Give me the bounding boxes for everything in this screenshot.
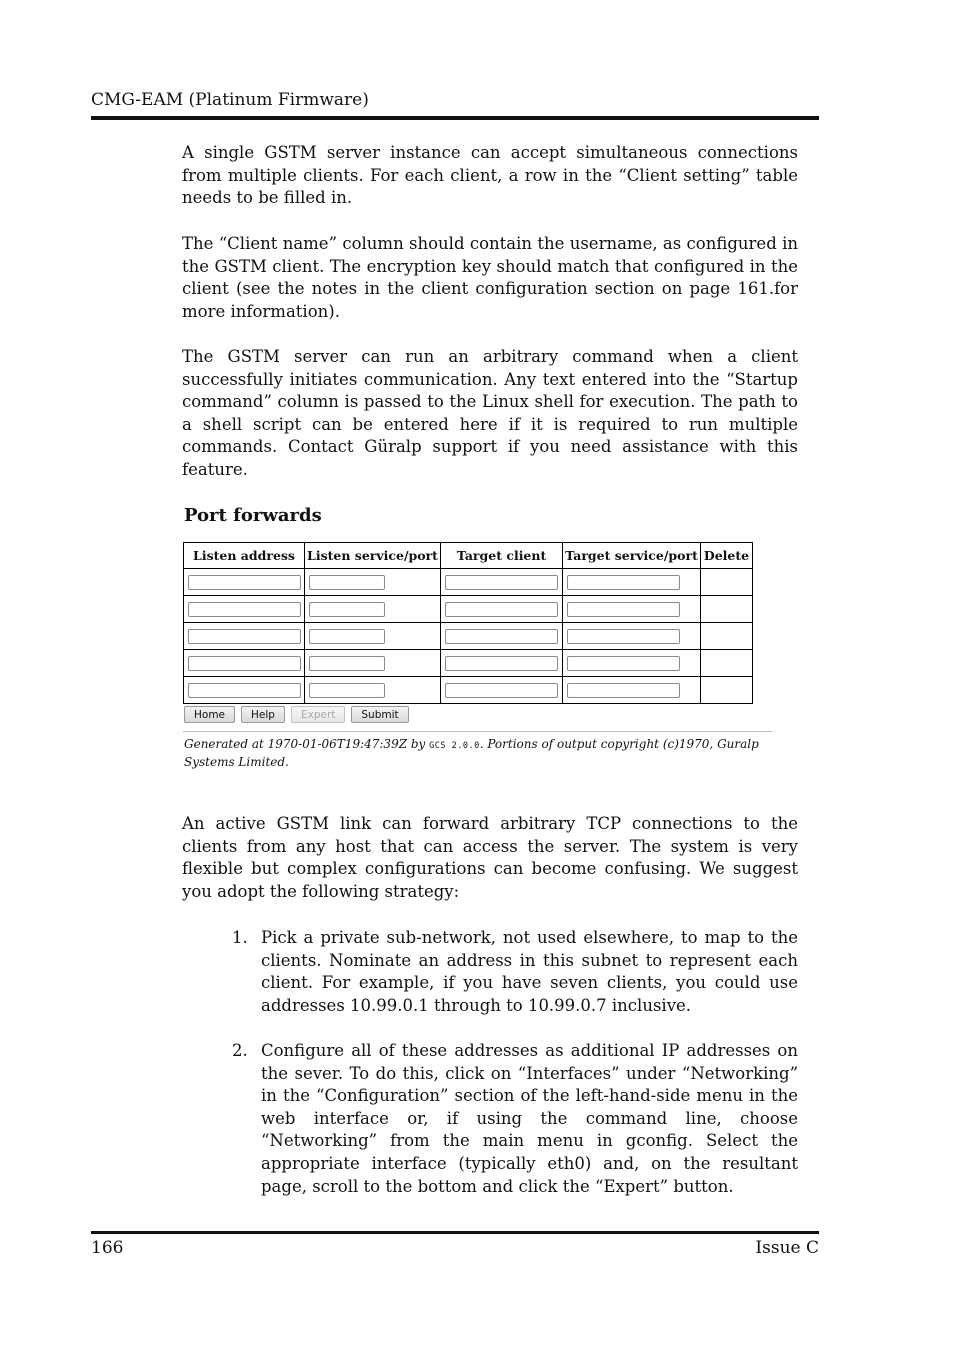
target-service-port-input[interactable] [567, 602, 680, 617]
target-service-port-input[interactable] [567, 629, 680, 644]
header-rule [91, 116, 819, 120]
form-button-row [184, 706, 409, 723]
listen-address-input[interactable] [188, 629, 301, 644]
target-client-input[interactable] [445, 602, 558, 617]
table-header-row [184, 543, 753, 569]
target-client-input[interactable] [445, 629, 558, 644]
running-header-title: CMG-EAM (Platinum Firmware) [91, 90, 369, 110]
target-client-input[interactable] [445, 575, 558, 590]
delete-cell [701, 623, 753, 650]
list-number: 1. [232, 928, 248, 947]
listen-service-port-input[interactable] [309, 656, 385, 671]
column-header-listen-service-port: Listen service/port [305, 543, 441, 569]
list-text: Pick a private sub-network, not used elsewhere, to map to the clients. Nominate an address in this subnet to represent each client. For example, if you have seven clients, you could use addresses 10.99.0.1 through to 10.99.0.7 inclusive. [261, 928, 798, 1015]
table-row [184, 623, 753, 650]
listen-address-input[interactable] [188, 656, 301, 671]
column-header-target-client: Target client [441, 543, 563, 569]
table-row [184, 677, 753, 704]
listen-address-input[interactable] [188, 683, 301, 698]
submit-button[interactable]: Submit [351, 706, 408, 723]
delete-cell [701, 569, 753, 596]
page-number: 166 [91, 1238, 124, 1258]
paragraph-client-name: The “Client name” column should contain the username, as configured in the GSTM client. The encryption key should match that configured in the client (see the notes in the client configuration section on page 161.for more information). [182, 234, 798, 321]
port-forwards-table [183, 542, 753, 704]
column-header-target-service-port: Target service/port [563, 543, 701, 569]
help-button[interactable]: Help [241, 706, 285, 723]
delete-cell [701, 650, 753, 677]
footer-rule [91, 1231, 819, 1234]
listen-service-port-input[interactable] [309, 575, 385, 590]
target-service-port-input[interactable] [567, 683, 680, 698]
listen-address-input[interactable] [188, 575, 301, 590]
paragraph-gstm-link: An active GSTM link can forward arbitrary TCP connections to the clients from any host that can access the server. The system is very flexible but complex configurations can become confusing. We suggest you adopt the following strategy: [182, 814, 798, 901]
generated-notice [184, 737, 784, 770]
target-client-input[interactable] [445, 683, 558, 698]
expert-button[interactable]: Expert [291, 706, 345, 723]
generated-suffix: . Portions of output copyright (c)1970, Guralp Systems Limited. [184, 737, 759, 769]
listen-service-port-input[interactable] [309, 683, 385, 698]
table-row [184, 596, 753, 623]
delete-cell [701, 677, 753, 704]
generated-tool: GCS 2.0.0 [429, 741, 480, 751]
home-button[interactable]: Home [184, 706, 235, 723]
list-text: Configure all of these addresses as additional IP addresses on the sever. To do this, click on “Interfaces” under “Networking” in the “Configuration” section of the left-hand-side menu in the web interface or, if using the command line, choose “Networking” from the main menu in gconfig. Select the appropriate interface (typically eth0) and, on the resultant page, scroll to the bottom and click the “Expert” button. [261, 1041, 798, 1196]
list-item [232, 1040, 798, 1200]
port-forwards-heading: Port forwards [184, 505, 322, 526]
list-item [232, 927, 798, 1019]
listen-address-input[interactable] [188, 602, 301, 617]
table-row [184, 569, 753, 596]
paragraph-client-setting: A single GSTM server instance can accept simultaneous connections from multiple clients. For each client, a row in the “Client setting” table needs to be filled in. [182, 143, 798, 208]
paragraph-startup-command: The GSTM server can run an arbitrary command when a client successfully initiates communication. Any text entered into the “Startup command” column is passed to the Linux shell for execution. The path to a shell script can be entered here if it is required to run multiple commands. Contact Güralp support if you need assistance with this feature. [182, 347, 798, 479]
generated-prefix: Generated at 1970-01-06T19:47:39Z by [184, 737, 426, 751]
target-service-port-input[interactable] [567, 575, 680, 590]
target-service-port-input[interactable] [567, 656, 680, 671]
list-number: 2. [232, 1041, 248, 1060]
target-client-input[interactable] [445, 656, 558, 671]
column-header-delete: Delete [701, 543, 753, 569]
delete-cell [701, 596, 753, 623]
table-row [184, 650, 753, 677]
issue-label: Issue C [755, 1238, 819, 1258]
generated-divider [183, 731, 772, 732]
listen-service-port-input[interactable] [309, 602, 385, 617]
column-header-listen-address: Listen address [184, 543, 305, 569]
listen-service-port-input[interactable] [309, 629, 385, 644]
